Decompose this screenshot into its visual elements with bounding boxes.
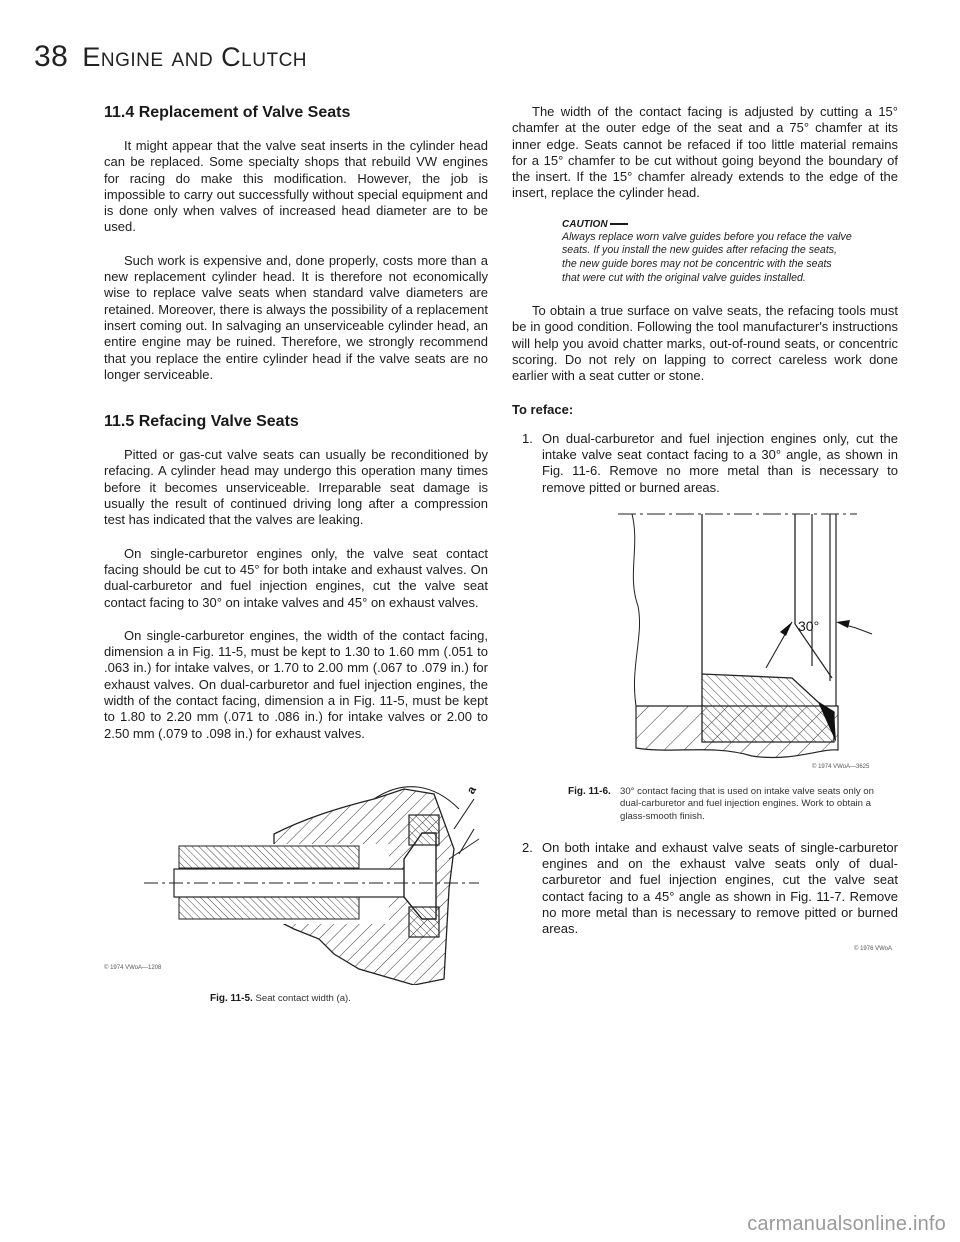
- paragraph: On single-carburetor engines, the width of the contact facing, dimension a in Fig. 11-5, must be kept to 1.30 to 1.60 mm (.051 to .063 in.) for intake valves, or 1.70 to 2.00 mm (.067 to .079 in.) for exhaust valves. On dual-carburetor and fuel injection engines, the width of the contact facing, dimension a in Fig. 11-5, must be kept to 1.80 to 2.20 mm (.071 to .086 in.) for intake valves or 2.00 to 2.50 mm (.079 to .098 in.) for exhaust valves.: [104, 627, 488, 741]
- figure-label: Fig. 11-5.: [210, 992, 253, 1004]
- figure-label: Fig. 11-6.: [568, 785, 611, 797]
- paragraph: The width of the contact facing is adjusted by cutting a 15° chamfer at the outer edge of the seat and a 75° chamfer at its inner edge. Seats cannot be refaced if too little material remains for a 15° chamfer to be cut without going beyond the boundary of the insert. If the 15° chamfer already extends to the edge of the insert, replace the cylinder head.: [512, 104, 898, 201]
- figure-11-5: [104, 759, 488, 1009]
- watermark: carmanualsonline.info: [747, 1213, 946, 1235]
- bottom-copyright: © 1976 VWoA: [854, 945, 892, 952]
- caution-text: Always replace worn valve guides before you reface the valve seats. If you install the new guides after refacing the seats, the new guide bores may not be concentric with the seats that were cut with the original valve guides installed.: [562, 230, 852, 284]
- valve-seat-drawing: [104, 759, 488, 985]
- figure-copyright: © 1974 VWoA—3625: [812, 763, 870, 770]
- list-item: [512, 431, 898, 496]
- figure-caption: [568, 786, 888, 823]
- steps-list-continued: [512, 840, 898, 938]
- angle-label: 30°: [798, 617, 820, 634]
- chapter-title: Engine and Clutch: [82, 42, 308, 72]
- section-heading-11-5: 11.5 Refacing Valve Seats: [104, 413, 299, 431]
- paragraph: It might appear that the valve seat inserts in the cylinder head can be replaced. Some specialty shops that rebuild VW engines for racing do make this modification. However, the job is impossible to carry out successfully without special equipment and is done only when valves of increased head diameter are to be used.: [104, 138, 488, 235]
- page-header: [34, 40, 307, 74]
- steps-list: [512, 431, 898, 496]
- step-text: On both intake and exhaust valve seats of single-carburetor engines and on the exhaust valve seats only of dual-carburetor and fuel injection engines, cut the valve seat contact facing to a 45° angle as shown in Fig. 11-7. Remove no more metal than is necessary to remove pitted or burned areas.: [542, 839, 898, 937]
- figure-caption: [210, 993, 351, 1005]
- valve-seat-30-drawing: [512, 506, 898, 768]
- section-heading-11-4: 11.4 Replacement of Valve Seats: [104, 104, 351, 121]
- caution-label: CAUTION: [562, 219, 852, 230]
- figure-caption-text: Seat contact width (a).: [255, 992, 351, 1004]
- caution-box: [562, 219, 852, 285]
- step-number: 2.: [522, 839, 533, 855]
- figure-caption-text: 30° contact facing that is used on intake valve seats only on dual-carburetor and fuel injection engines. Work to obtain a glass-smooth finish.: [620, 785, 874, 822]
- figure-11-6: [512, 506, 898, 822]
- left-column: [104, 104, 488, 1009]
- paragraph: On single-carburetor engines only, the valve seat contact facing should be cut to 45° for both intake and exhaust valves. On dual-carburetor and fuel injection engines, cut the valve seat contact facing to 30° on intake valves and 45° on exhaust valves.: [104, 545, 488, 610]
- to-reface-heading: To reface:: [512, 401, 574, 417]
- dimension-letter-a: a: [463, 783, 480, 797]
- paragraph: Pitted or gas-cut valve seats can usually be reconditioned by refacing. A cylinder head may undergo this operation many times before it becomes unserviceable. Irreparable seat damage is usually the result of continued driving long after a compression test has indicated that the valves are leaking.: [104, 447, 488, 528]
- page-number: 38: [34, 40, 69, 73]
- figure-copyright: © 1974 VWoA—1208: [104, 964, 162, 971]
- step-text: On dual-carburetor and fuel injection engines only, cut the intake valve seat contact facing to a 30° angle, as shown in Fig. 11-6. Remove no more metal than is necessary to remove pitted or burned areas.: [542, 430, 898, 495]
- paragraph: To obtain a true surface on valve seats, the refacing tools must be in good condition. Following the tool manufacturer's instructions will help you avoid chatter marks, out-of-round seats, or concentric scoring. Do not rely on lapping to correct careless work done earlier with a seat cutter or stone.: [512, 303, 898, 384]
- right-column: [512, 104, 898, 952]
- step-number: 1.: [522, 430, 533, 446]
- paragraph: Such work is expensive and, done properly, costs more than a new replacement cylinder head. It is therefore not economically wise to replace valve seats when standard valve diameters are retained. Moreover, there is always the possibility of a replacement insert coming out. In salvaging an unserviceable cylinder head, an entire engine may be ruined. Therefore, we strongly recommend that you replace the entire cylinder head if the valve seats are no longer serviceable.: [104, 252, 488, 382]
- list-item: [512, 840, 898, 938]
